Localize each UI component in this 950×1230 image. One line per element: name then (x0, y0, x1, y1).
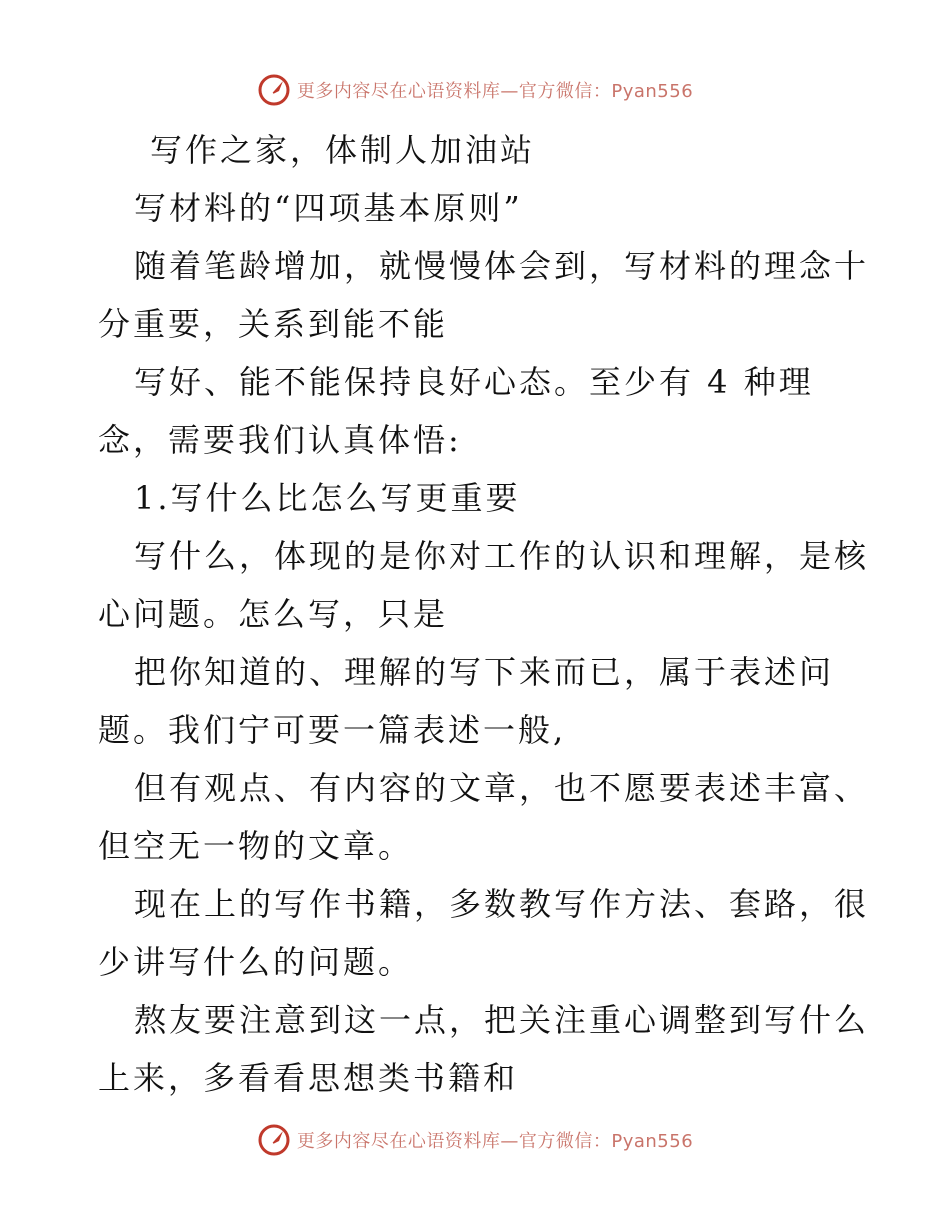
quill-logo-icon (257, 1123, 291, 1157)
text-line: 1.写什么比怎么写更重要 (134, 479, 521, 517)
text-line: 把你知道的、理解的写下来而已，属于表述问 (134, 653, 835, 691)
text-line: 写材料的“四项基本原则” (134, 189, 523, 227)
text-line: 少讲写什么的问题。 (98, 943, 414, 981)
banner-text: 更多内容尽在心语资料库—官方微信：Pyan556 (296, 1131, 694, 1152)
text-line: 但有观点、有内容的文章，也不愿要表述丰富、 (134, 769, 870, 807)
text-line: 写好、能不能保持良好心态。至少有 4 种理 (134, 363, 814, 401)
footer-watermark-banner (0, 1120, 950, 1160)
text-line: 写作之家，体制人加油站 (150, 131, 536, 169)
text-line: 分重要，关系到能不能 (98, 305, 449, 343)
text-line: 念，需要我们认真体悟: (98, 421, 462, 459)
header-watermark-banner (0, 70, 950, 110)
text-line: 上来，多看看思想类书籍和 (98, 1059, 519, 1097)
text-line: 题。我们宁可要一篇表述一般, (98, 711, 567, 749)
text-line: 但空无一物的文章。 (98, 827, 414, 865)
text-line: 随着笔龄增加，就慢慢体会到，写材料的理念十 (134, 247, 870, 285)
text-line: 心问题。怎么写，只是 (98, 595, 449, 633)
text-line: 熬友要注意到这一点，把关注重心调整到写什么 (134, 1001, 870, 1039)
text-line: 现在上的写作书籍，多数教写作方法、套路，很 (134, 885, 870, 923)
text-line: 写什么，体现的是你对工作的认识和理解，是核 (134, 537, 870, 575)
banner-text: 更多内容尽在心语资料库—官方微信：Pyan556 (296, 81, 694, 102)
quill-logo-icon (257, 73, 291, 107)
